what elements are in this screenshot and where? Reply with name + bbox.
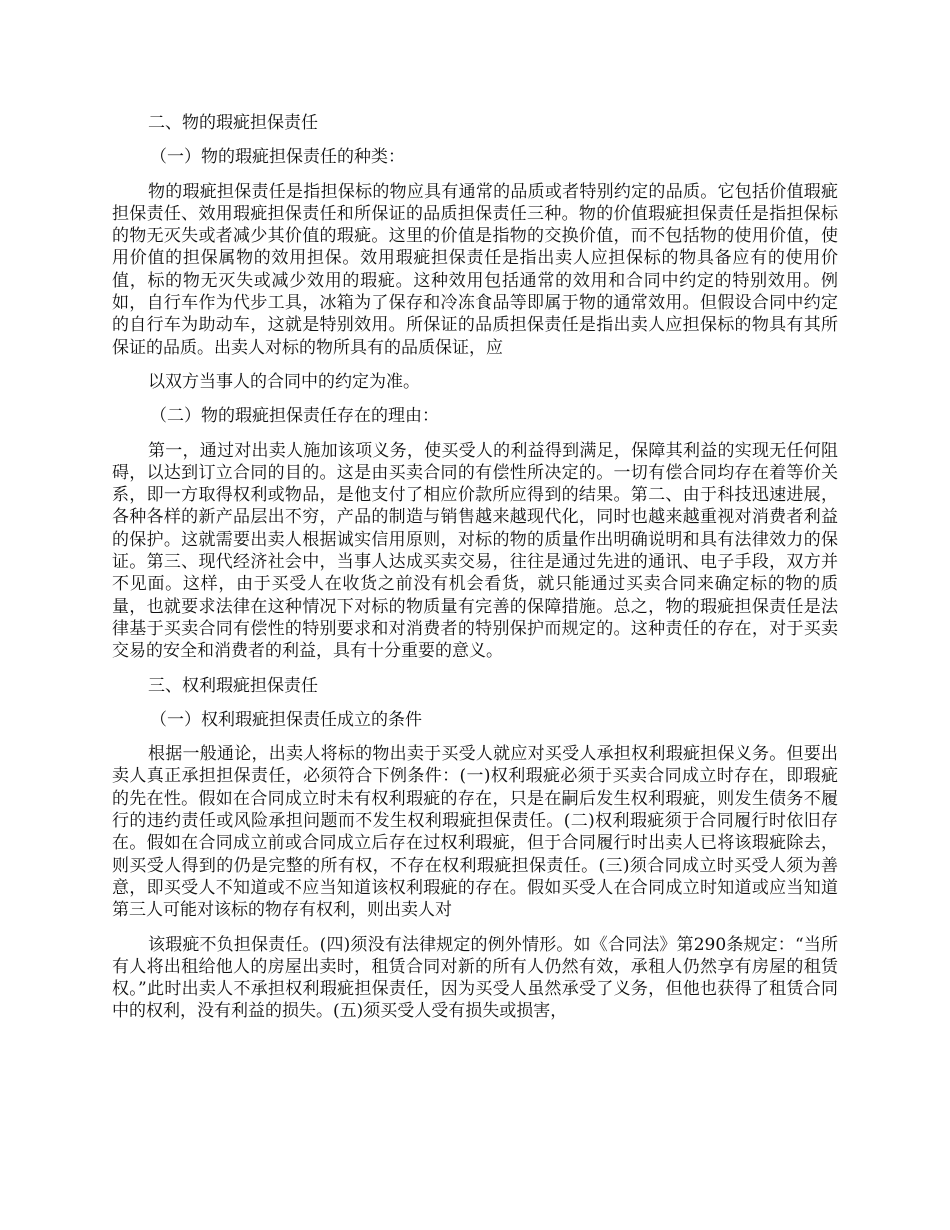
paragraph-conditions-for-title-warranty: 根据一般通论，出卖人将标的物出卖于买受人就应对买受人承担权利瑕疵担保义务。但要出卖人真正承担担保责任，必须符合下例条件：(一)权利瑕疵必须于买卖合同成立时存在，即瑕疵的先在性。假如在合同成立时未有权利瑕疵的存在，只是在嗣后发生权利瑕疵，则发生债务不履行的违约责任或风险承担问题而不发生权利瑕疵担保责任。(二)权利瑕疵须于合同履行时依旧存在。假如在合同成立前或合同成立后存在过权利瑕疵，但于合同履行时出卖人已将该瑕疵除去，则买受人得到的仍是完整的所有权，不存在权利瑕疵担保责任。(三)须合同成立时买受人须为善意，即买受人不知道或不应当知道该权利瑕疵的存在。假如买受人在合同成立时知道或应当知道第三人可能对该标的物存有权利，则出卖人对 (112, 744, 838, 921)
section-heading-2: 二、物的瑕疵担保责任 (148, 113, 318, 133)
paragraph-contract-agreement: 以双方当事人的合同中的约定为准。 (148, 371, 420, 392)
document-page (112, 112, 838, 1035)
paragraph-reasons-for-warranty: 第一，通过对出卖人施加该项义务，使买受人的利益得到满足，保障其利益的实现无任何阻碍，以达到订立合同的目的。这是由买卖合同的有偿性所决定的。一切有偿合同均存在着等价关系，即一方取得权利或物品，是他支付了相应价款所应得到的结果。第二、由于科技迅速进展，各种各样的新产品层出不穷，产品的制造与销售越来越现代化，同时也越来越重视对消费者利益的保护。这就需要出卖人根据诚实信用原则，对标的物的质量作出明确说明和具有法律效力的保证。第三、现代经济社会中，当事人达成买卖交易，往往是通过先进的通讯、电子手段，双方并不见面。这样，由于买受人在收货之前没有机会看货，就只能通过买卖合同来确定标的物的质量，也就要求法律在这种情况下对标的物质量有完善的保障措施。总之，物的瑕疵担保责任是法律基于买卖合同有偿性的特别要求和对消费者的特别保护而规定的。这种责任的存在，对于买卖交易的安全和消费者的利益，具有十分重要的意义。 (112, 440, 838, 662)
paragraph-types-of-defect-warranty: 物的瑕疵担保责任是指担保标的物应具有通常的品质或者特别约定的品质。它包括价值瑕疵担保责任、效用瑕疵担保责任和所保证的品质担保责任三种。物的价值瑕疵担保责任是指担保标的物无灭失或者减少其价值的瑕疵。这里的价值是指物的交换价值，而不包括物的使用价值，使用价值的担保属物的效用担保。效用瑕疵担保责任是指出卖人应担保标的物具备应有的使用价值，标的物无灭失或减少效用的瑕疵。这种效用包括通常的效用和合同中约定的特别效用。例如，自行车作为代步工具，冰箱为了保存和冷冻食品等即属于物的通常效用。但假设合同中约定的自行车为助动车，这就是特别效用。所保证的品质担保责任是指出卖人应担保标的物具有其所保证的品质。出卖人对标的物所具有的品质保证，应 (112, 181, 838, 358)
subsection-heading-3-1: （一）权利瑕疵担保责任成立的条件 (150, 709, 422, 730)
subsection-heading-2-1: （一）物的瑕疵担保责任的种类： (150, 147, 405, 168)
section-heading-3: 三、权利瑕疵担保责任 (148, 675, 318, 696)
paragraph-exceptions: 该瑕疵不负担保责任。(四)须没有法律规定的例外情形。如《合同法》第290条规定：“当所有人将出租给他人的房屋出卖时，租赁合同对新的所有人仍然有效，承租人仍然享有房屋的租赁权。”此时出卖人不承担权利瑕疵担保责任，因为买受人虽然承受了义务，但他也获得了租赁合同中的权利，没有利益的损失。(五)须买受人受有损失或损害， (112, 934, 838, 1022)
subsection-heading-2-2: （二）物的瑕疵担保责任存在的理由： (150, 406, 439, 427)
